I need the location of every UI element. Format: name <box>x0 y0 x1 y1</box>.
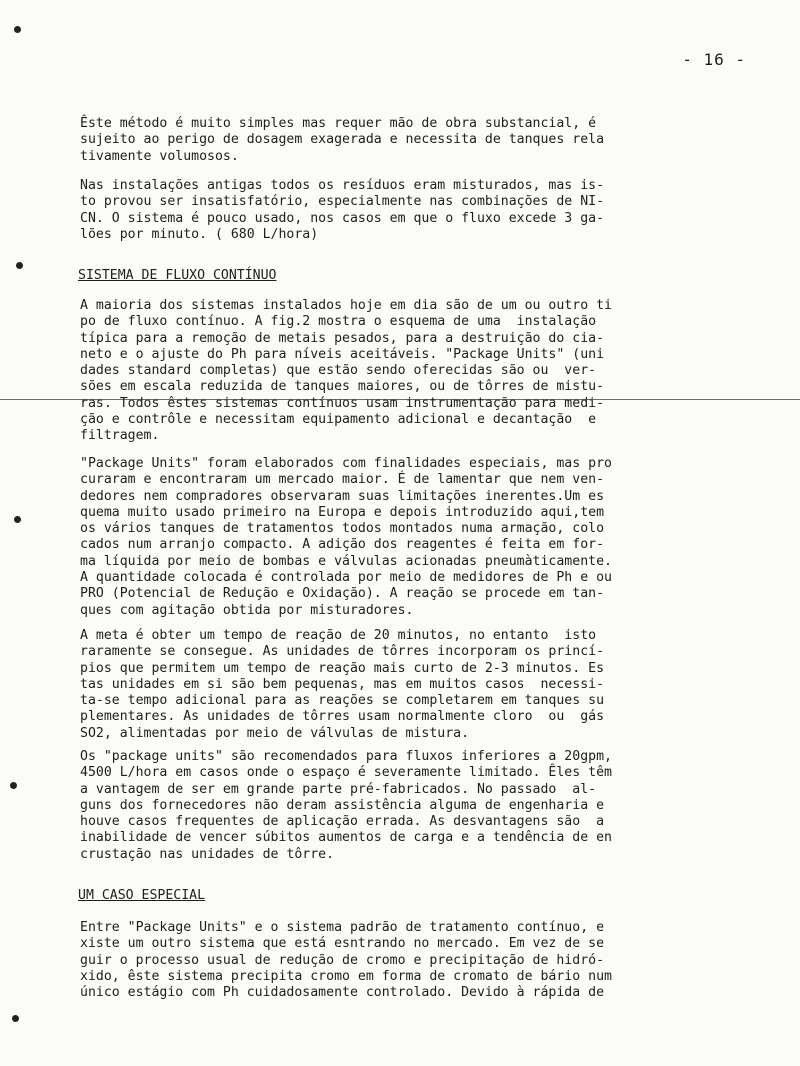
text-line: lões por minuto. ( 680 L/hora) <box>80 226 319 242</box>
text-line: 4500 L/hora em casos onde o espaço é severamente limitado. Êles têm <box>80 765 612 781</box>
text-line: ção e contrôle e necessitam equipamento adicional e decantação e <box>80 412 597 428</box>
text-line: curaram e encontraram um mercado maior. É de lamentar que nem ven- <box>80 472 605 488</box>
text-line: A maioria dos sistemas instalados hoje em dia são de um ou outro ti <box>80 298 612 313</box>
text-line: Entre "Package Units" e o sistema padrão de tratamento contínuo, e <box>80 920 605 935</box>
text-line: sujeito ao perigo de dosagem exagerada e necessita de tanques rela <box>80 132 605 148</box>
punch-mark-lower <box>10 782 17 789</box>
text-line: guir o processo usual de redução de cromo e precipitação de hidró- <box>80 952 605 968</box>
text-line: a vantagem de ser em grande parte pré-fabricados. No passado al- <box>80 781 597 797</box>
text-line: filtragem. <box>80 428 160 444</box>
paragraph-5 <box>80 628 744 742</box>
text-line: ta-se tempo adicional para as reações se completarem em tanques su <box>80 693 605 709</box>
text-line: quema muito usado primeiro na Europa e depois introduzido aqui,tem <box>80 504 605 520</box>
text-line: ques com agitação obtida por misturadores. <box>80 602 414 618</box>
text-line: crustação nas unidades de tôrre. <box>80 846 335 862</box>
text-line: SO2, alimentadas por meio de válvulas de mistura. <box>80 725 470 741</box>
text-line: neto e o ajuste do Ph para níveis aceitáveis. "Package Units" (uni <box>80 346 605 362</box>
text-line: xiste um outro sistema que está esntrando no mercado. Em vez de se <box>80 936 605 952</box>
section-heading-caso-especial: UM CASO ESPECIAL <box>78 888 206 903</box>
text-line: A meta é obter um tempo de reação de 20 minutos, no entanto isto <box>80 628 597 643</box>
text-line: tas unidades em si são bem pequenas, mas em muitos casos necessi- <box>80 676 605 692</box>
paragraph-4 <box>80 456 744 619</box>
paragraph-1 <box>80 116 744 165</box>
punch-mark-middle <box>14 516 21 523</box>
text-line: A quantidade colocada é controlada por meio de medidores de Ph e ou <box>80 570 612 586</box>
text-line: ras. Todos êstes sistemas contínuos usam instrumentação para medi- <box>80 395 605 411</box>
text-line: único estágio com Ph cuidadosamente controlado. Devido à rápida de <box>80 985 605 1001</box>
text-line: PRO (Potencial de Redução e Oxidação). A reação se procede em tan- <box>80 586 605 602</box>
text-line: to provou ser insatisfatório, especialmente nas combinações de NI- <box>80 194 605 210</box>
paragraph-7 <box>80 920 744 1001</box>
text-line: tivamente volumosos. <box>80 148 239 164</box>
text-line: raramente se consegue. As unidades de tôrres incorporam os princí- <box>80 644 605 660</box>
text-line: dedores nem compradores observaram suas limitações inerentes.Um es <box>80 488 605 504</box>
text-line: po de fluxo contínuo. A fig.2 mostra o esquema de uma instalação <box>80 314 597 330</box>
text-line: dades standard completas) que estão sendo oferecidas são ou ver- <box>80 363 597 379</box>
section-heading-fluxo-continuo: SISTEMA DE FLUXO CONTÍNUO <box>78 268 277 283</box>
page-number: - 16 - <box>682 50 746 69</box>
paragraph-2 <box>80 178 744 243</box>
text-line: "Package Units" foram elaborados com finalidades especiais, mas pro <box>80 456 612 471</box>
text-line: ma líquida por meio de bombas e válvulas acionadas pneumàticamente. <box>80 553 612 569</box>
text-line: plementares. As unidades de tôrres usam normalmente cloro ou gás <box>80 709 605 725</box>
punch-mark-top <box>14 26 21 33</box>
text-line: os vários tanques de tratamentos todos montados numa armação, colo <box>80 521 605 537</box>
text-line: Os "package units" são recomendados para fluxos inferiores a 20gpm, <box>80 749 612 764</box>
text-line: CN. O sistema é pouco usado, nos casos em que o fluxo excede 3 ga- <box>80 210 605 226</box>
punch-mark-upper <box>16 262 23 269</box>
text-line: guns dos fornecedores não deram assistência alguma de engenharia e <box>80 797 605 813</box>
text-line: inabilidade de vencer súbitos aumentos de carga e a tendência de en <box>80 830 612 846</box>
text-line: sões em escala reduzida de tanques maiores, ou de tôrres de mistu- <box>80 379 605 395</box>
text-line: pios que permitem um tempo de reação mais curto de 2-3 minutos. Es <box>80 660 605 676</box>
text-line: houve casos frequentes de aplicação errada. As desvantagens são a <box>80 814 605 830</box>
paragraph-3 <box>80 298 744 445</box>
text-line: xido, êste sistema precipita cromo em forma de cromato de bário num <box>80 968 612 984</box>
punch-mark-bottom <box>12 1015 19 1022</box>
text-line: Nas instalações antigas todos os resíduos eram misturados, mas is- <box>80 178 605 193</box>
text-line: típica para a remoção de metais pesados, para a destruição do cia- <box>80 330 605 346</box>
text-line: Êste método é muito simples mas requer mão de obra substancial, é <box>80 116 597 131</box>
paragraph-6 <box>80 749 744 863</box>
text-line: cados num arranjo compacto. A adição dos reagentes é feita em for- <box>80 537 605 553</box>
